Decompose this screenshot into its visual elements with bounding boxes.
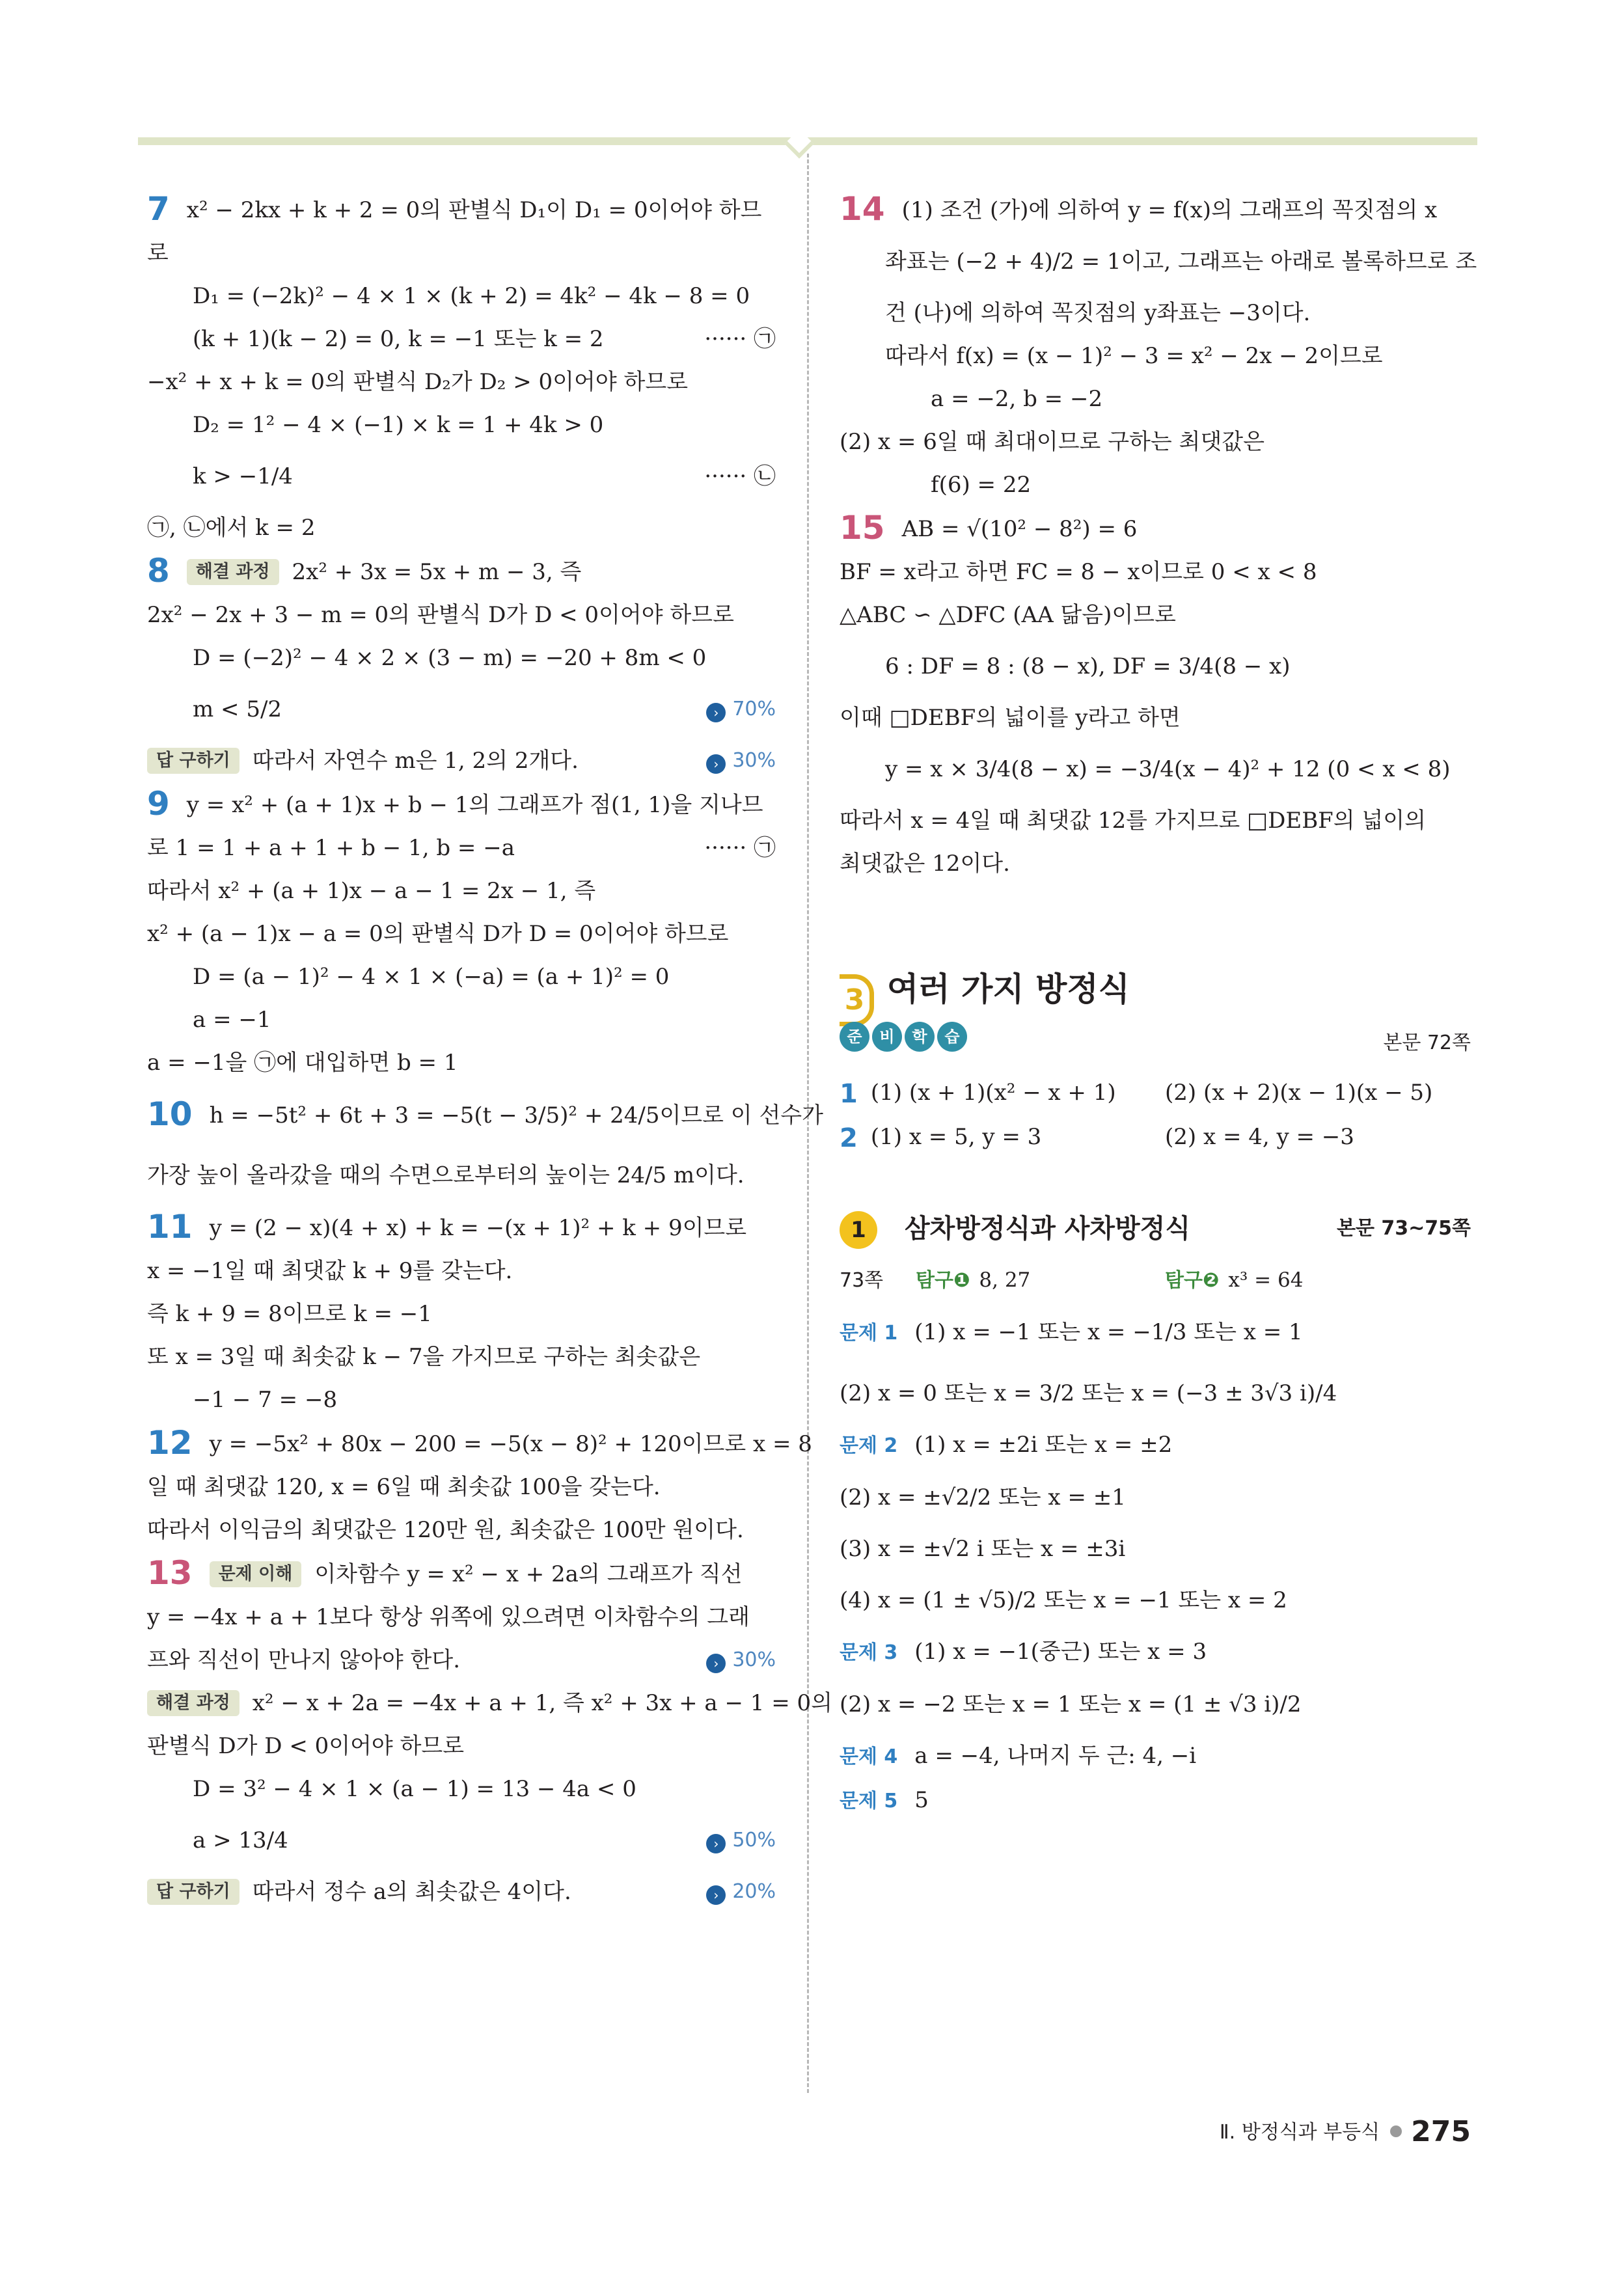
solution-line <box>147 869 776 912</box>
solution-line <box>840 551 1471 594</box>
solution-line <box>147 955 776 998</box>
problem-number: 13 <box>147 1554 193 1592</box>
solution-line <box>147 1466 776 1509</box>
percent-value: 70% <box>732 698 776 720</box>
answer-text: (2) x = 0 또는 x = 3/2 또는 x = (−3 ± 3√3 i)/4 <box>840 1380 1337 1406</box>
problem-number: 11 <box>147 1208 193 1246</box>
line-text: −1 − 7 = −8 <box>193 1387 338 1413</box>
solution-line <box>840 232 1477 292</box>
solution-line <box>840 463 1471 506</box>
problem-number: 7 <box>147 190 170 228</box>
solution-line <box>147 232 776 275</box>
junbi-char-badge: 습 <box>937 1022 967 1052</box>
junbi-answer-1: (1) x = 5, y = 3 <box>870 1124 1042 1150</box>
junbi-answer-2: (2) (x + 2)(x − 1)(x − 5) <box>1165 1080 1433 1106</box>
problem-answer-line <box>840 1468 1471 1527</box>
junbi-char-badge: 비 <box>872 1022 902 1052</box>
solution-line <box>147 594 776 636</box>
line-text: 좌표는 (−2 + 4)/2 = 1이고, 그래프는 아래로 볼록하므로 조 <box>885 249 1477 275</box>
problem-number: 12 <box>147 1424 193 1462</box>
line-text: D = (−2)² − 4 × 2 × (3 − m) = −20 + 8m < 0 <box>193 645 707 671</box>
solution-line <box>147 506 776 549</box>
solution-line <box>840 420 1471 463</box>
right-solutions <box>840 187 1477 885</box>
problem-label: 문제 3 <box>840 1641 898 1664</box>
score-percent <box>706 679 776 739</box>
problem-answer-line <box>840 1302 1471 1363</box>
junbi-item <box>840 1115 1471 1160</box>
problem-answer-line <box>840 1630 1471 1674</box>
line-text: 로 <box>147 240 169 266</box>
line-text: x² − 2kx + k + 2 = 0의 판별식 D₁이 D₁ = 0이어야 하므 <box>186 197 762 223</box>
solution-line <box>147 1725 776 1768</box>
solution-line <box>147 1041 776 1084</box>
solution-line <box>840 377 1471 420</box>
problem-label: 문제 4 <box>840 1745 898 1768</box>
footer-chapter: Ⅱ. 방정식과 부등식 <box>1219 2121 1380 2144</box>
line-text: AB = √(10² − 8²) = 6 <box>901 516 1138 542</box>
subsection-page-ref: 본문 73~75쪽 <box>1336 1217 1471 1240</box>
solution-line <box>147 275 776 318</box>
problem-answer-line <box>840 1779 1471 1823</box>
line-text: f(6) = 22 <box>931 472 1032 498</box>
solution-line <box>147 1682 833 1725</box>
solution-line <box>147 1551 776 1596</box>
step-tag: 해결 과정 <box>187 559 279 585</box>
line-text: D₂ = 1² − 4 × (−1) × k = 1 + 4k > 0 <box>193 412 604 438</box>
answer-text: (1) x = −1 또는 x = −1/3 또는 x = 1 <box>914 1319 1303 1345</box>
equation-marker: ······ ㉡ <box>704 463 776 489</box>
section-heading <box>840 957 1471 1022</box>
line-text: a = −1 <box>193 1007 271 1033</box>
score-percent <box>706 1639 776 1682</box>
line-text: 따라서 정수 a의 최솟값은 4이다. <box>252 1879 571 1905</box>
solution-line <box>840 696 1471 739</box>
junbi-char-badge: 준 <box>840 1022 869 1052</box>
line-text: 이때 □DEBF의 넓이를 y라고 하면 <box>840 705 1181 731</box>
line-text: 따라서 f(x) = (x − 1)² − 3 = x² − 2x − 2이므로 <box>885 343 1383 369</box>
chevron-right-icon: › <box>706 703 726 722</box>
percent-value: 30% <box>732 1648 776 1671</box>
solution-line <box>147 1250 776 1292</box>
junbi-page-ref: 본문 72쪽 <box>1383 1032 1471 1054</box>
solution-line <box>840 506 1471 551</box>
line-text: 따라서 x² + (a + 1)x − a − 1 = 2x − 1, 즉 <box>147 878 596 904</box>
solution-line <box>147 1639 776 1682</box>
subsection-heading <box>840 1199 1471 1259</box>
problem-answer-line <box>840 1527 1471 1570</box>
problem-answer-line <box>840 1423 1471 1468</box>
junbi-answer-2: (2) x = 4, y = −3 <box>1165 1124 1354 1150</box>
top-rule-notch <box>784 129 814 158</box>
line-text: 6 : DF = 8 : (8 − x), DF = 3/4(8 − x) <box>885 653 1291 679</box>
chevron-right-icon: › <box>706 754 726 774</box>
junbi-hakseup-badges <box>840 1028 970 1046</box>
problem-number: 15 <box>840 509 885 547</box>
line-text: (k + 1)(k − 2) = 0, k = −1 또는 k = 2 <box>193 326 604 352</box>
line-text: y = x² + (a + 1)x + b − 1의 그래프가 점(1, 1)을 지나므 <box>186 792 763 818</box>
solution-line <box>147 827 776 869</box>
problem-label: 문제 2 <box>840 1434 898 1457</box>
junbi-hakseup-header <box>840 1022 1471 1071</box>
problem-answer-line <box>840 1363 1471 1423</box>
tamgu-1-value: 8, 27 <box>979 1268 1031 1292</box>
line-text: 일 때 최댓값 120, x = 6일 때 최솟값 100을 갖는다. <box>147 1474 661 1500</box>
line-text: y = (2 − x)(4 + x) + k = −(x + 1)² + k + 9이므로 <box>209 1215 747 1241</box>
answer-text: (4) x = (1 ± √5)/2 또는 x = −1 또는 x = 2 <box>840 1587 1287 1613</box>
solution-line <box>147 1768 776 1811</box>
page-number: 275 <box>1411 2115 1471 2148</box>
problem-answer-line <box>840 1674 1471 1734</box>
line-text: 로 1 = 1 + a + 1 + b − 1, b = −a <box>147 835 515 861</box>
line-text: 프와 직선이 만나지 않아야 한다. <box>147 1647 461 1673</box>
step-tag: 답 구하기 <box>147 1879 239 1905</box>
step-tag: 문제 이해 <box>210 1561 302 1587</box>
equation-marker: ······ ㉠ <box>704 835 776 861</box>
line-text: 또 x = 3일 때 최솟값 k − 7을 가지므로 구하는 최솟값은 <box>147 1344 701 1370</box>
solution-line <box>840 187 1471 232</box>
chevron-right-icon: › <box>706 1654 726 1673</box>
solution-line <box>147 782 776 827</box>
tamgu-1-label: 탐구❶ <box>916 1269 970 1292</box>
answer-text: (2) x = −2 또는 x = 1 또는 x = (1 ± √3 i)/2 <box>840 1691 1302 1717</box>
left-column <box>147 187 833 1913</box>
solution-line <box>147 549 776 594</box>
line-text: (1) 조건 (가)에 의하여 y = f(x)의 그래프의 꼭짓점의 x <box>901 197 1438 223</box>
line-text: 2x² − 2x + 3 − m = 0의 판별식 D가 D < 0이어야 하므로 <box>147 602 734 628</box>
line-text: 따라서 자연수 m은 1, 2의 2개다. <box>252 748 579 774</box>
junbi-char-badge: 학 <box>905 1022 935 1052</box>
line-text: −x² + x + k = 0의 판별식 D₂가 D₂ > 0이어야 하므로 <box>147 369 689 395</box>
line-text: ㉠, ㉡에서 k = 2 <box>147 515 316 541</box>
solution-line <box>147 998 776 1041</box>
line-text: 판별식 D가 D < 0이어야 하므로 <box>147 1733 465 1759</box>
line-text: (2) x = 6일 때 최대이므로 구하는 최댓값은 <box>840 429 1265 455</box>
footer-bullet <box>1390 2125 1402 2137</box>
line-text: x² − x + 2a = −4x + a + 1, 즉 x² + 3x + a − 1 = 0의 <box>252 1690 833 1716</box>
solution-line <box>147 1292 776 1335</box>
line-text: x² + (a − 1)x − a = 0의 판별식 D가 D = 0이어야 하므로 <box>147 921 729 947</box>
solution-line <box>840 335 1471 377</box>
line-text: a = −2, b = −2 <box>931 386 1103 412</box>
solution-line <box>147 1378 776 1421</box>
line-text: 따라서 x = 4일 때 최댓값 12를 가지므로 □DEBF의 넓이의 <box>840 808 1426 834</box>
solution-line <box>840 636 1471 696</box>
tamgu-2-label: 탐구❷ <box>1165 1269 1220 1292</box>
step-tag: 해결 과정 <box>147 1690 239 1716</box>
percent-value: 30% <box>732 749 776 772</box>
right-column <box>840 187 1477 1823</box>
tamgu-page: 73쪽 <box>840 1269 884 1292</box>
line-text: a > 13/4 <box>193 1827 288 1853</box>
problem-answer-line <box>840 1570 1471 1630</box>
subsection-title: 삼차방정식과 사차방정식 <box>905 1214 1190 1244</box>
line-text: y = −4x + a + 1보다 항상 위쪽에 있으려면 이차함수의 그래 <box>147 1604 750 1630</box>
line-text: y = x × 3/4(8 − x) = −3/4(x − 4)² + 12 (0 < x < 8) <box>885 756 1451 782</box>
step-tag: 답 구하기 <box>147 748 239 774</box>
line-text: 최댓값은 12이다. <box>840 851 1010 877</box>
solution-line <box>147 1509 776 1551</box>
problem-answer-line <box>840 1734 1471 1779</box>
answer-text: (1) x = ±2i 또는 x = ±2 <box>914 1432 1173 1458</box>
solution-line <box>147 1596 776 1639</box>
solution-line <box>147 679 776 739</box>
junbi-answer-1: (1) (x + 1)(x² − x + 1) <box>870 1080 1116 1106</box>
section-number-badge: 3 <box>840 974 874 1026</box>
line-text: 이차함수 y = x² − x + 2a의 그래프가 직선 <box>314 1561 743 1587</box>
solution-line <box>147 1084 823 1145</box>
subsection-icon: 1 <box>840 1211 877 1249</box>
percent-value: 20% <box>732 1880 776 1903</box>
answer-text: a = −4, 나머지 두 근: 4, −i <box>914 1743 1197 1769</box>
line-text: 2x² + 3x = 5x + m − 3, 즉 <box>292 559 582 585</box>
line-text: 건 (나)에 의하여 꼭짓점의 y좌표는 −3이다. <box>885 300 1311 326</box>
problem-number: 8 <box>147 552 170 590</box>
line-text: 가장 높이 올라갔을 때의 수면으로부터의 높이는 24/5 m이다. <box>147 1162 745 1188</box>
problem-answers <box>840 1302 1471 1823</box>
tamgu-2-value: x³ = 64 <box>1228 1268 1304 1292</box>
problem-label: 문제 5 <box>840 1790 898 1812</box>
answer-text: (1) x = −1(중근) 또는 x = 3 <box>914 1639 1207 1665</box>
line-text: BF = x라고 하면 FC = 8 − x이므로 0 < x < 8 <box>840 559 1317 585</box>
score-percent <box>706 739 776 782</box>
answer-text: (2) x = ±√2/2 또는 x = ±1 <box>840 1484 1126 1510</box>
section-title: 여러 가지 방정식 <box>887 970 1130 1008</box>
score-percent <box>706 1870 776 1913</box>
junbi-item <box>840 1071 1471 1115</box>
line-text: m < 5/2 <box>193 696 282 722</box>
solution-line <box>147 187 776 232</box>
solution-line <box>147 446 776 506</box>
line-text: 따라서 이익금의 최댓값은 120만 원, 최솟값은 100만 원이다. <box>147 1517 744 1543</box>
score-percent <box>706 1811 776 1870</box>
junbi-items <box>840 1071 1471 1160</box>
chevron-right-icon: › <box>706 1885 726 1905</box>
solution-line <box>147 361 776 403</box>
answer-text: (3) x = ±√2 i 또는 x = ±3i <box>840 1536 1126 1562</box>
solution-line <box>147 1870 776 1913</box>
line-text: y = −5x² + 80x − 200 = −5(x − 8)² + 120이므로 x = 8 <box>209 1431 812 1457</box>
solution-line <box>147 912 776 955</box>
line-text: h = −5t² + 6t + 3 = −5(t − 3/5)² + 24/5이므로 이 선수가 <box>209 1102 823 1128</box>
line-text: △ABC ∽ △DFC (AA 닮음)이므로 <box>840 602 1176 628</box>
solution-line <box>147 636 776 679</box>
solution-line <box>840 739 1471 799</box>
solution-line <box>840 842 1471 885</box>
solution-line <box>147 403 776 446</box>
problem-number: 10 <box>147 1095 193 1133</box>
line-text: 즉 k + 9 = 8이므로 k = −1 <box>147 1301 432 1327</box>
line-text: D = 3² − 4 × 1 × (a − 1) = 13 − 4a < 0 <box>193 1776 636 1802</box>
line-text: x = −1일 때 최댓값 k + 9를 갖는다. <box>147 1258 513 1284</box>
equation-marker: ······ ㉠ <box>704 326 776 352</box>
solution-line <box>147 1421 812 1466</box>
solution-line <box>147 1811 776 1870</box>
line-text: D₁ = (−2k)² − 4 × 1 × (k + 2) = 4k² − 4k − 8 = 0 <box>193 283 750 309</box>
junbi-item-number: 1 <box>840 1079 858 1109</box>
page-footer <box>1220 2115 1471 2148</box>
solution-line <box>147 739 776 782</box>
solution-line <box>840 292 1471 335</box>
solution-line <box>147 1335 776 1378</box>
tamgu-row <box>840 1259 1471 1302</box>
problem-number: 9 <box>147 785 170 823</box>
solution-line <box>147 1145 776 1205</box>
solution-line <box>840 799 1471 842</box>
solution-line <box>147 318 776 361</box>
answer-text: 5 <box>914 1787 929 1813</box>
solution-line <box>840 594 1471 636</box>
line-text: D = (a − 1)² − 4 × 1 × (−a) = (a + 1)² = 0 <box>193 964 670 990</box>
problem-number: 14 <box>840 190 885 228</box>
junbi-item-number: 2 <box>840 1123 858 1153</box>
line-text: a = −1을 ㉠에 대입하면 b = 1 <box>147 1050 458 1076</box>
chevron-right-icon: › <box>706 1834 726 1853</box>
problem-label: 문제 1 <box>840 1322 898 1345</box>
solution-line <box>147 1205 776 1250</box>
line-text: k > −1/4 <box>193 463 293 489</box>
percent-value: 50% <box>732 1829 776 1852</box>
